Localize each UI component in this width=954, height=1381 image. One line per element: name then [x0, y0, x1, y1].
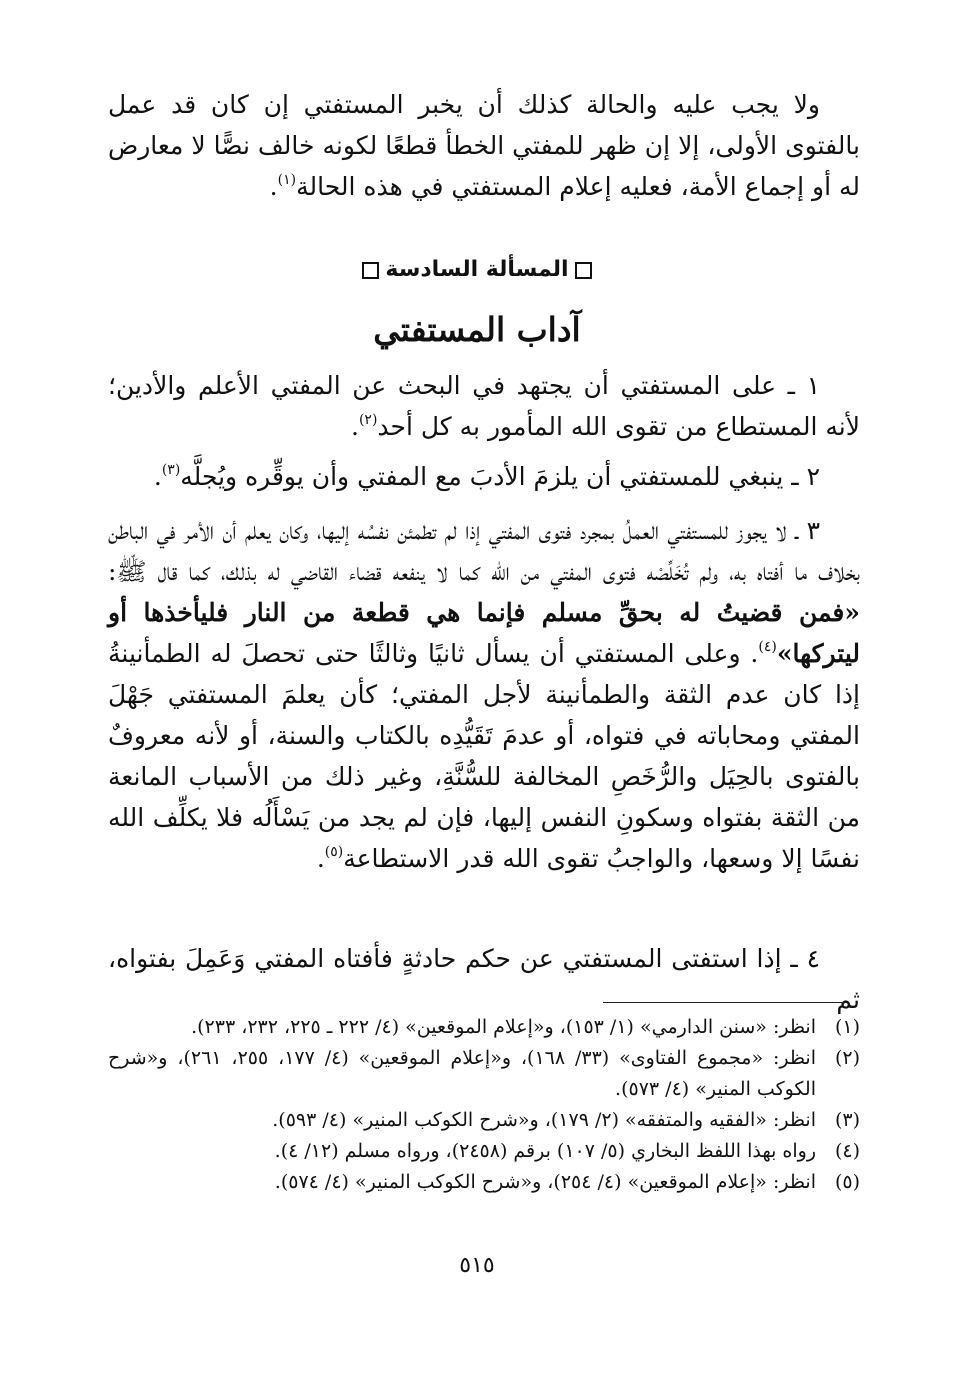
footnote-number: (٢) — [834, 1047, 860, 1069]
page-number: ٥١٥ — [459, 1253, 495, 1278]
footnote-ref: (٢) — [358, 412, 378, 428]
footnote — [108, 1167, 860, 1198]
list-item: ٢ ـ ينبغي للمستفتي أن يلزمَ الأدبَ مع المفتي وأن يوقِّره ويُجلَّه$^{(٣)}$. — [153, 462, 820, 491]
footnote-number: (٥) — [834, 1171, 860, 1193]
footnote — [108, 1136, 860, 1167]
footnotes — [108, 1012, 860, 1198]
list-item: ٤ ـ إذا استفتى المستفتي عن حكم حادثةٍ فأفتاه المفتي وَعَمِلَ بفتواه، ثم — [108, 944, 860, 1014]
footnote — [108, 1012, 860, 1043]
section-heading — [0, 254, 954, 286]
footnote — [108, 1043, 860, 1105]
list-item: ١ ـ على المستفتي أن يجتهد في البحث عن المفتي الأعلم والأدين؛ لأنه المستطاع من تقوى الله المأمور به كل أحد$^{(٢)}$. — [108, 371, 860, 441]
footnote-text: انظر: «الفقيه والمتفقه» (٢/ ١٧٩)، و«شرح الكوكب المنير» (٤/ ٥٩٣). — [272, 1109, 816, 1131]
footnote-text: انظر: «إعلام الموقعين» (٤/ ٢٥٤)، و«شرح الكوكب المنير» (٤/ ٥٧٤). — [274, 1171, 816, 1193]
footnote-text: رواه بهذا اللفظ البخاري (٥/ ١٠٧) برقم (٢٤٥٨)، ورواه مسلم (١٢/ ٤). — [274, 1140, 816, 1162]
footnote-ref: (٣) — [161, 462, 181, 478]
footnote-text: انظر: «مجموع الفتاوى» (٣٣/ ١٦٨)، و«إعلام الموقعين» (٤/ ١٧٧، ٢٥٥، ٢٦١)، و«شرح الكوكب المنير» (٤/ ٥٧٣). — [108, 1047, 816, 1100]
footnote-ref: (٥) — [324, 844, 344, 860]
footnote-divider — [603, 1002, 846, 1003]
hadith-quote: «فمن قضيتُ له بحقِّ مسلم فإنما هي قطعة من النار فليأخذها أو ليتركها» — [108, 598, 860, 668]
footnote-number: (٣) — [834, 1109, 860, 1131]
intro-paragraph: ولا يجب عليه والحالة كذلك أن يخبر المستفتي إن كان قد عمل بالفتوى الأولى، إلا إن ظهر للمفتي الخطأ قطعًا لكونه خالف نصًّا لا معارض له أو إجماع الأمة، فعليه إعلام المستفتي في هذه الحالة$^{(١)}$. — [108, 90, 860, 201]
footnote-ref: (٤) — [758, 639, 777, 655]
list-item: ٣ ـ لا يجوز للمستفتي العملُ بمجرد فتوى المفتي إذا لم تطمئن نفسُه إليها، وكان يعلم أن الأمر في الباطن بخلاف ما أفتاه به، ولم تُخَلِّصْه فتوى المفتي من الله كما لا ينفعه قضاء القاضي له بذلك، كما قال ﷺ: «فمن قضيتُ له بحقِّ مسلم فإنما هي قطعة من النار فليأخذها أو ليتركها»$^{(٤)}$. وعلى المستفتي أن يسأل ثانيًا وثالثًا حتى تحصلَ له الطمأنينةُ إذا كان عدم الثقة والطمأنينة لأجل المفتي؛ كأن يعلمَ المستفتي جَهْلَ المفتي ومحاباته في فتواه، أو عدمَ تَقَيُّدِه بالكتاب والسنة، أو لأنه معروفٌ بالفتوى بالحِيَل والرُّخَصِ المخالفة للسُّنَّةِ، وغير ذلك من الأسباب المانعة من الثقة بفتواه وسكونِ النفس إليها، فإن لم يجد من يَسْأَلُه فلا يكلِّف الله نفسًا إلا وسعها، والواجبُ تقوى الله قدر الاستطاعة$^{(٥)}$. — [108, 516, 860, 873]
footnote-number: (١) — [834, 1016, 860, 1038]
square-ornament-icon — [362, 262, 379, 279]
footnote-text: انظر: «سنن الدارمي» (١/ ١٥٣)، و«إعلام الموقعين» (٤/ ٢٢٢ ـ ٢٢٥، ٢٣٢، ٢٣٣). — [191, 1016, 816, 1038]
section-heading-text: المسألة السادسة — [385, 257, 569, 282]
footnote-number: (٤) — [834, 1140, 860, 1162]
square-ornament-icon — [575, 262, 592, 279]
section-title: آداب المستفتي — [373, 310, 581, 349]
footnote — [108, 1105, 860, 1136]
footnote-ref: (١) — [277, 172, 297, 188]
intro-text: ولا يجب عليه والحالة كذلك أن يخبر المستفتي إن كان قد عمل بالفتوى الأولى، إلا إن ظهر للمفتي الخطأ قطعًا لكونه خالف نصًّا لا معارض له أو إجماع الأمة، فعليه إعلام المستفتي في هذه الحالة — [108, 90, 860, 201]
